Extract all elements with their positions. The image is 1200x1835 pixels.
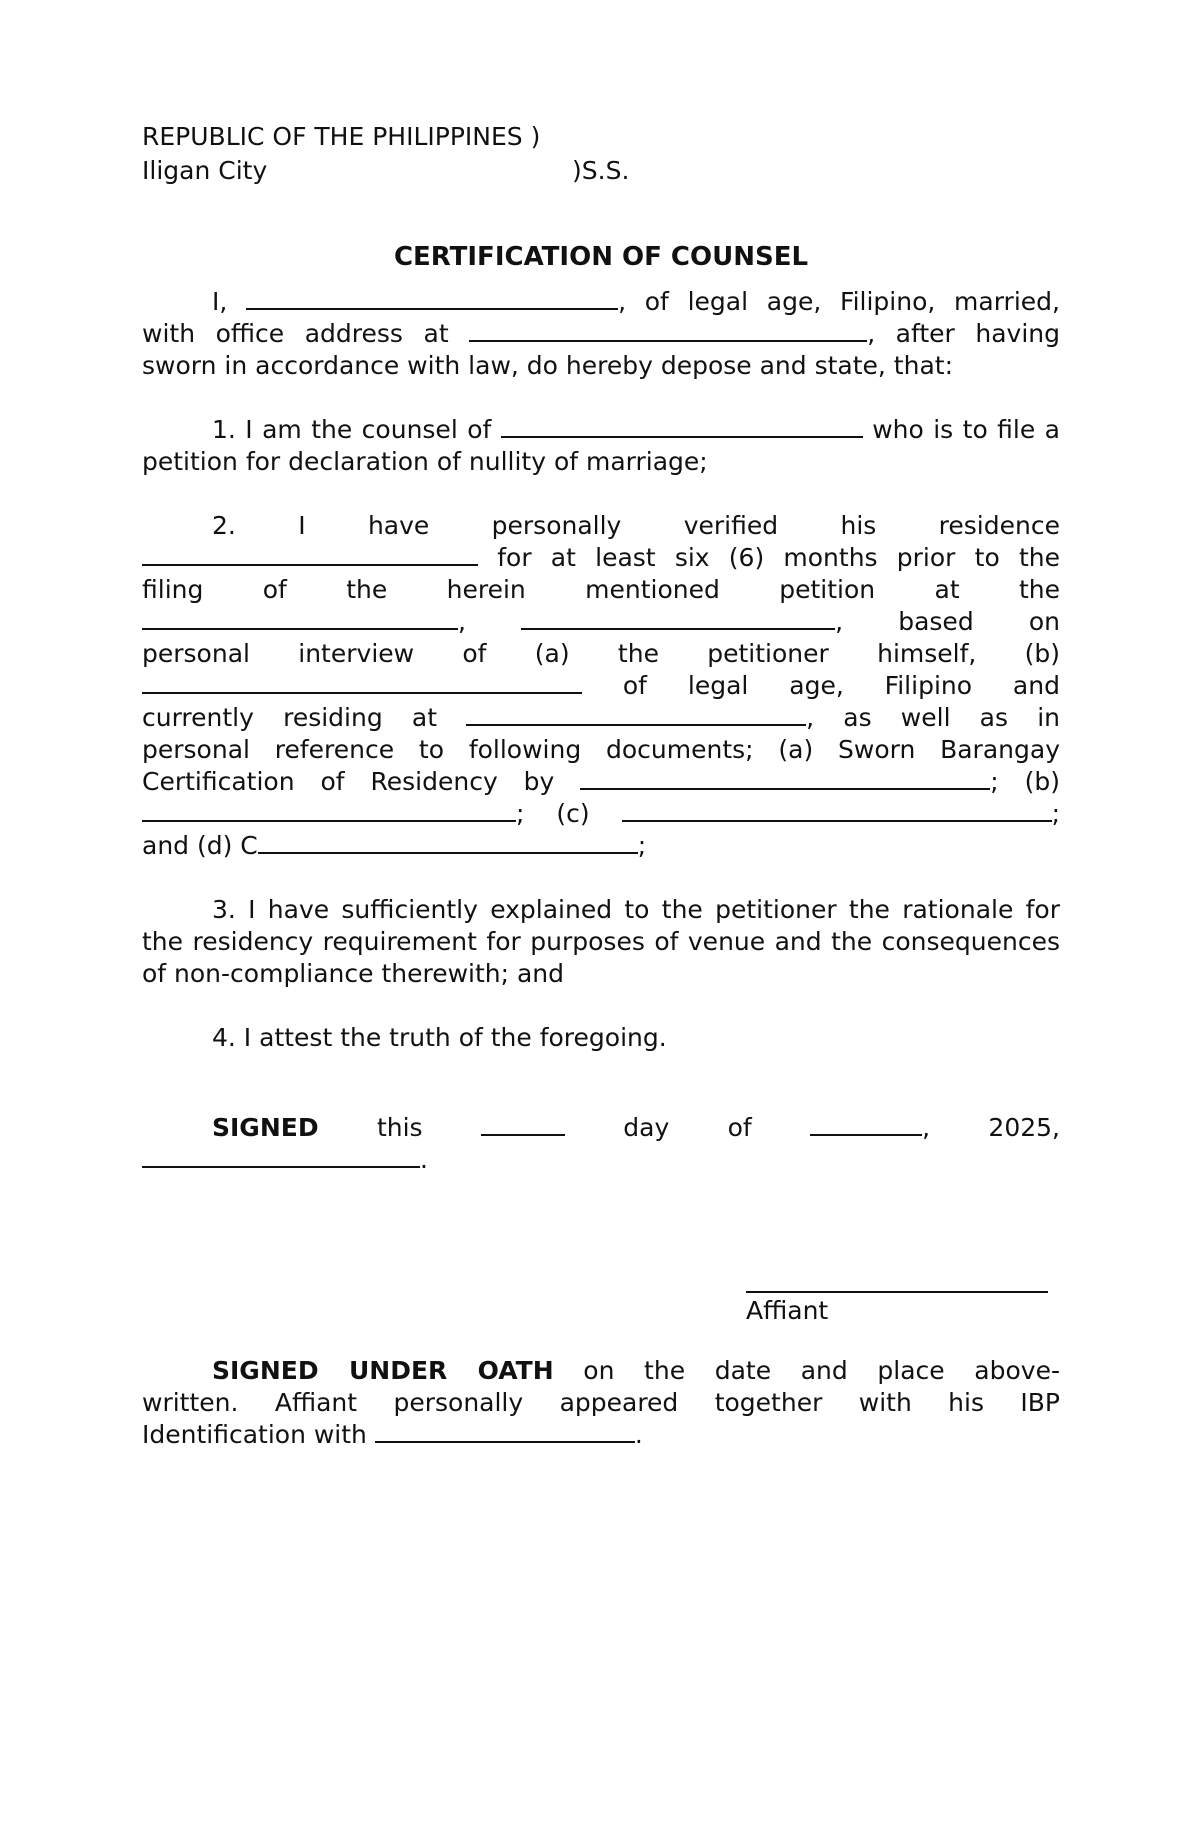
country-line: REPUBLIC OF THE PHILIPPINES ) [142,122,541,151]
signed-line-2: . [142,1144,1060,1176]
affiant-signature-line[interactable] [746,1290,1048,1293]
item-2-line-7: currently residing at , as well as in [142,703,1060,732]
item-2-line-11: and (d) C ; [142,831,647,860]
item-2-line-5: personal interview of (a) the petitioner himself, (b) [142,639,1061,668]
office-address-blank[interactable] [469,318,867,342]
affiant-signature-block [746,1290,1048,1327]
item-1-line-1: 1. I am the counsel of who is to file a [212,415,1061,444]
document-title: CERTIFICATION OF COUNSEL [393,242,809,272]
document-d-blank[interactable] [258,830,638,854]
intro-line-1: I, , of legal age, Filipino, married, [212,287,1060,316]
petitioner-name-blank[interactable] [501,414,863,438]
city-line [142,154,1060,188]
item-1-line-2: petition for declaration of nullity of marriage; [142,447,708,476]
document-c-blank[interactable] [622,798,1052,822]
item-2-line-8: personal reference to following documents; (a) Sworn Barangay [142,735,1060,764]
residence-blank[interactable] [142,542,478,566]
document-page [142,120,1060,1176]
ibp-id-blank[interactable] [375,1419,635,1443]
item-2-line-2: for at least six (6) months prior to the [142,542,1060,574]
witness-name-blank[interactable] [142,670,582,694]
ss-marker: )S.S. [572,156,630,185]
item-3: 3. I have sufficiently explained to the petitioner the rationale for the residency requirement for purposes of venue and the consequences of non-compliance therewith; and [142,895,1060,988]
item-1 [142,414,1060,478]
intro-line-3: sworn in accordance with law, do hereby depose and state, that: [142,351,953,380]
item-2-line-1: 2. I have personally verified his residence [212,511,1060,540]
affiant-label: Affiant [746,1296,829,1325]
item-2-line-4: , , based on [142,606,1060,638]
item-2-line-10: ; (c) ; [142,798,1060,830]
witness-address-blank[interactable] [466,702,806,726]
intro-line-2: with office address at , after having [142,319,1060,348]
signed-block [142,1112,1060,1176]
item-2-line-9: Certification of Residency by ; (b) [142,767,1061,796]
signing-place-blank[interactable] [142,1144,420,1168]
filing-place-blank-2[interactable] [521,606,835,630]
filing-place-blank-1[interactable] [142,606,458,630]
day-blank[interactable] [481,1112,565,1136]
intro-paragraph [142,286,1060,382]
item-2-line-3: filing of the herein mentioned petition at the [142,575,1061,604]
venue-block [142,120,1060,188]
document-b-blank[interactable] [142,798,516,822]
oath-line-1: SIGNED UNDER OATH on the date and place above- [212,1356,1060,1385]
oath-line-3: Identification with . [142,1420,643,1449]
oath-block [142,1355,1060,1451]
city-name: Iligan City [142,156,268,185]
item-2-line-6: of legal age, Filipino and [142,670,1060,702]
signed-line-1: SIGNED this day of , 2025, [212,1113,1060,1142]
item-4: 4. I attest the truth of the foregoing. [212,1023,667,1052]
barangay-official-blank[interactable] [580,766,990,790]
month-blank[interactable] [810,1112,922,1136]
counsel-name-blank[interactable] [246,286,618,310]
oath-line-2: written. Affiant personally appeared together with his IBP [142,1388,1060,1417]
item-2 [142,510,1060,862]
